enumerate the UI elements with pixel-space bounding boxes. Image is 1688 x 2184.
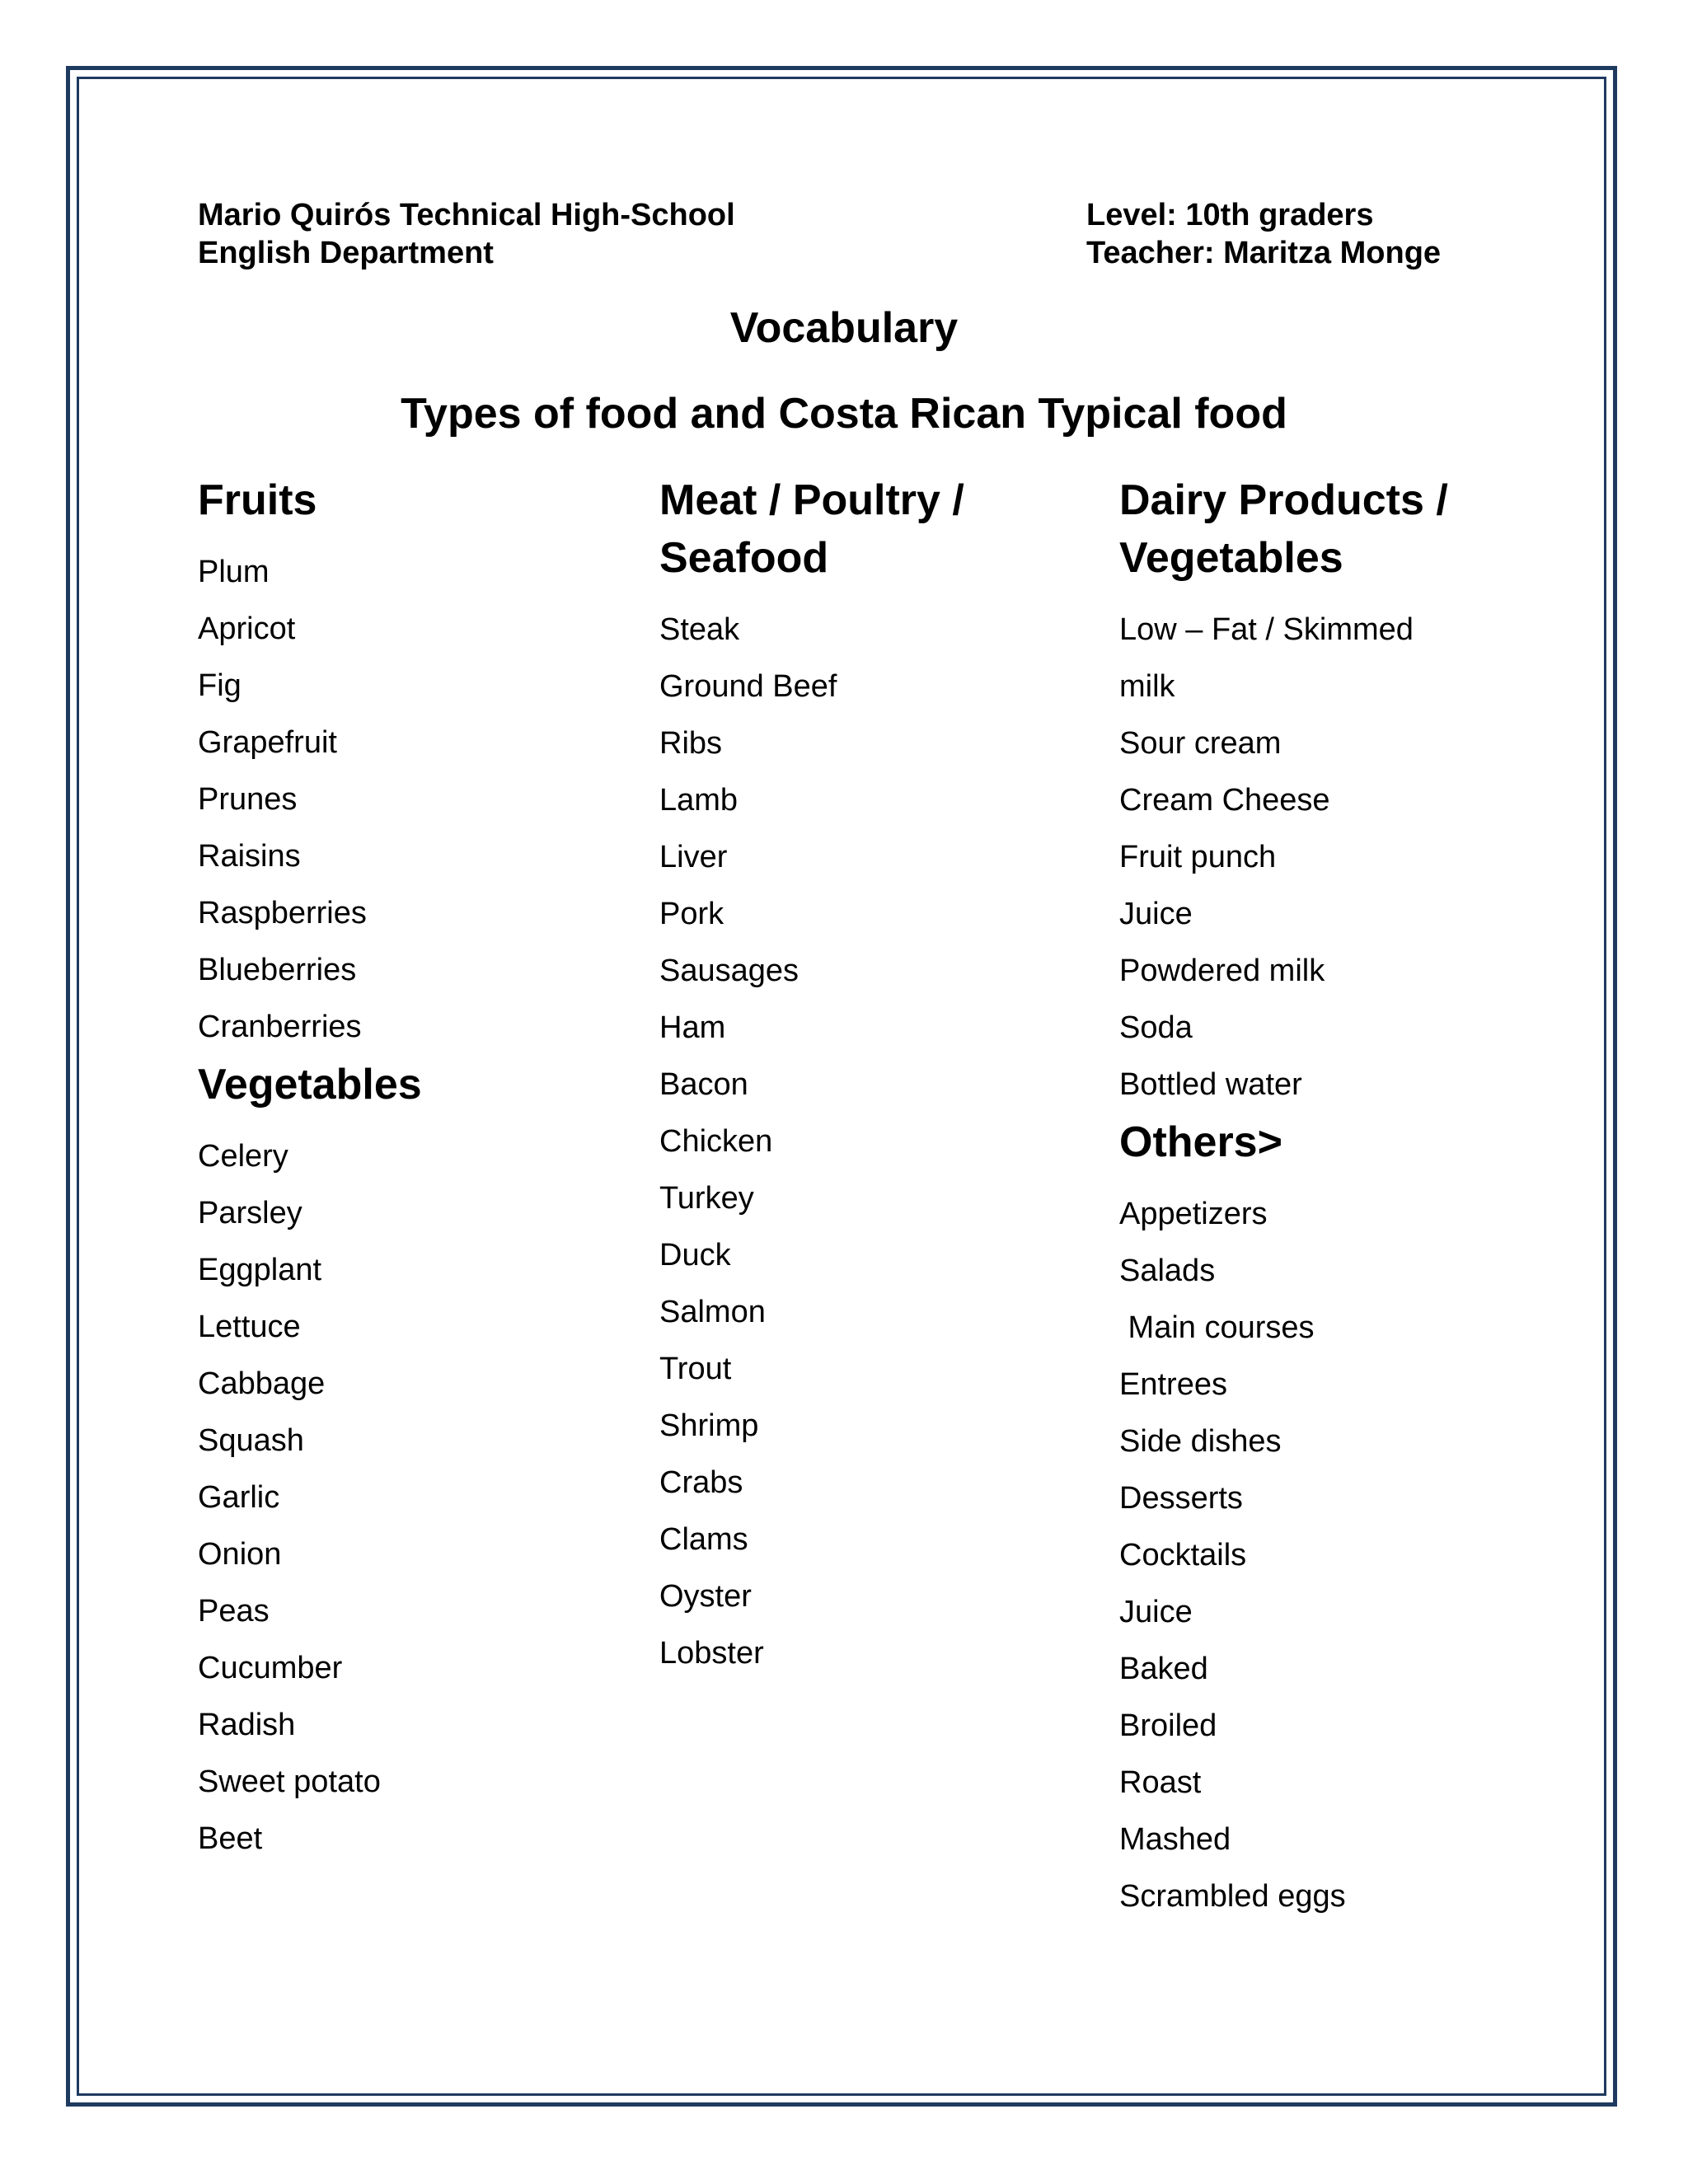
list-item: Grapefruit <box>198 725 337 760</box>
meat-heading-line1: Meat / Poultry / <box>659 476 964 524</box>
dairy-list <box>1119 602 1448 1113</box>
list-item: Onion <box>198 1537 282 1572</box>
list-item: Radish <box>198 1708 296 1742</box>
list-item: Raisins <box>198 839 301 874</box>
list-item: Sour cream <box>1119 726 1282 761</box>
list-item: Broiled <box>1119 1708 1217 1743</box>
list-item: Mashed <box>1119 1822 1231 1857</box>
list-item: Apricot <box>198 612 296 646</box>
list-item: Celery <box>198 1139 288 1174</box>
list-item: Cream Cheese <box>1119 783 1330 818</box>
list-item: Crabs <box>659 1465 743 1500</box>
dairy-heading-line1: Dairy Products / <box>1119 476 1448 524</box>
list-item: Cocktails <box>1119 1538 1247 1572</box>
meat-heading <box>659 471 964 587</box>
column-meat <box>659 471 964 1682</box>
header-right <box>1086 196 1441 272</box>
list-item: Lettuce <box>198 1310 301 1344</box>
list-item: Salads <box>1119 1254 1216 1288</box>
list-item: Clams <box>659 1522 748 1557</box>
list-item: Entrees <box>1119 1367 1227 1402</box>
list-item: Roast <box>1119 1765 1202 1800</box>
column-fruits-vegetables <box>198 471 422 1868</box>
list-item: Chicken <box>659 1124 773 1159</box>
vegetables-heading: Vegetables <box>198 1061 422 1108</box>
list-item: Salmon <box>659 1295 766 1329</box>
list-item: Side dishes <box>1119 1424 1282 1459</box>
dairy-heading-line2: Vegetables <box>1119 534 1343 582</box>
list-item: Garlic <box>198 1480 280 1515</box>
meat-heading-line2: Seafood <box>659 534 829 582</box>
list-item: Cranberries <box>198 1010 362 1044</box>
list-item: Juice <box>1119 897 1193 931</box>
list-item: Appetizers <box>1119 1197 1268 1231</box>
list-item: Raspberries <box>198 896 367 930</box>
list-item: Cabbage <box>198 1366 326 1401</box>
list-item: Plum <box>198 555 270 589</box>
list-item: Duck <box>659 1238 731 1272</box>
list-item: Trout <box>659 1352 732 1386</box>
list-item: Turkey <box>659 1181 754 1216</box>
list-item: Sweet potato <box>198 1765 381 1799</box>
list-item: Scrambled eggs <box>1119 1879 1346 1914</box>
list-item: Ham <box>659 1010 726 1045</box>
level-label: Level: 10th graders <box>1086 198 1374 232</box>
list-item: Low – Fat / Skimmed <box>1119 612 1414 647</box>
list-item: Juice <box>1119 1595 1193 1629</box>
list-item: Bacon <box>659 1067 748 1102</box>
fruits-heading: Fruits <box>198 476 317 524</box>
list-item: Powdered milk <box>1119 954 1325 988</box>
list-item: Fruit punch <box>1119 840 1277 874</box>
others-list <box>1119 1186 1448 1925</box>
school-name: Mario Quirós Technical High-School <box>198 198 735 232</box>
list-item: Ground Beef <box>659 669 837 704</box>
list-item: Desserts <box>1119 1481 1243 1516</box>
department-name: English Department <box>198 236 494 270</box>
list-item: Blueberries <box>198 953 357 987</box>
list-item: Prunes <box>198 782 298 817</box>
list-item: Soda <box>1119 1010 1193 1045</box>
list-item: milk <box>1119 669 1175 704</box>
list-item: Steak <box>659 612 740 647</box>
list-item: Fig <box>198 668 241 703</box>
list-item: Cucumber <box>198 1651 343 1685</box>
dairy-heading <box>1119 471 1448 587</box>
list-item: Squash <box>198 1423 304 1458</box>
fruits-list <box>198 544 422 1056</box>
list-item: Eggplant <box>198 1253 322 1287</box>
list-item: Peas <box>198 1594 270 1629</box>
list-item: Main courses <box>1119 1310 1315 1345</box>
header-left <box>198 196 735 272</box>
list-item: Bottled water <box>1119 1067 1302 1102</box>
page-subtitle: Types of food and Costa Rican Typical food <box>401 390 1287 438</box>
list-item: Lamb <box>659 783 738 818</box>
list-item: Oyster <box>659 1579 752 1614</box>
list-item: Sausages <box>659 954 799 988</box>
others-heading: Others> <box>1119 1118 1282 1166</box>
list-item: Pork <box>659 897 724 931</box>
list-item: Beet <box>198 1821 263 1856</box>
meat-list <box>659 602 964 1682</box>
teacher-label: Teacher: Maritza Monge <box>1086 236 1442 270</box>
column-dairy-others <box>1119 471 1448 1925</box>
list-item: Liver <box>659 840 728 874</box>
list-item: Ribs <box>659 726 723 761</box>
vegetables-list <box>198 1128 422 1868</box>
list-item: Lobster <box>659 1636 764 1671</box>
page-title: Vocabulary <box>729 304 959 352</box>
list-item: Baked <box>1119 1652 1208 1686</box>
list-item: Parsley <box>198 1196 302 1230</box>
list-item: Shrimp <box>659 1408 759 1443</box>
